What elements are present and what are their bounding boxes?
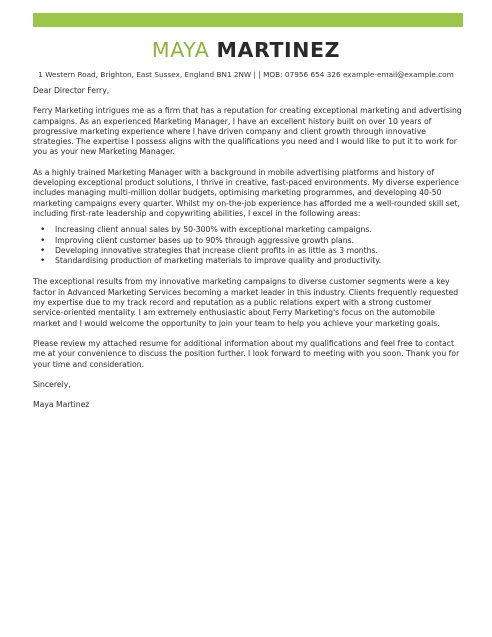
header-accent-bar [33, 13, 463, 27]
list-item: • Developing innovative strategies that increase client profits in as little as 3 months. [53, 246, 463, 256]
list-item: • Standardising production of marketing materials to improve quality and productivity. [53, 256, 463, 266]
paragraph-experience: As a highly trained Marketing Manager with a background in mobile advertising platforms and history of developing exceptional product solutions, I thrive in creative, fast-paced environments. My diverse experience includes managing multi-million dollar budgets, optimising marketing programmes, and developing 40-50 marketing campaigns every quarter. Whilst my on-the-job experience has afforded me a well-rounded skill set, including first-rate leadership and copywriting abilities, I excel in the following areas: [33, 167, 460, 218]
contact-line: 1 Western Road, Brighton, East Sussex, England BN1 2NW | | MOB: 07956 654 326 example-email@example.com [38, 70, 454, 79]
first-name: MAYA [151, 38, 210, 62]
paragraph-intro: Ferry Marketing intrigues me as a firm that has a reputation for creating exceptional marketing and advertising campaigns. As an experienced Marketing Manager, I have an excellent history built on over 10 years of progressive marketing experience where I have driven company and client growth through innovative strategies. The expertise I possess aligns with the qualifications you need and I would like to put it to work for you as your new Marketing Manager. [33, 106, 462, 157]
list-item: • Increasing client annual sales by 50-300% with exceptional marketing campaigns. [53, 225, 463, 235]
list-item: • Improving client customer bases up to 90% through aggressive growth plans. [53, 236, 463, 246]
signature: Maya Martinez [33, 400, 90, 410]
greeting: Dear Director Ferry, [33, 86, 110, 95]
applicant-name [0, 38, 492, 62]
paragraph-results: The exceptional results from my innovative marketing campaigns to diverse customer segments were a key factor in Advanced Marketing Services becoming a market leader in this industry. Clients frequently requested my expertise due to my track record and reputation as a public relations expert with a strong customer service-oriented mentality. I am extremely enthusiastic about Ferry Marketing's focus on the automobile market and I would welcome the opportunity to join your team to help you achieve your marketing goals. [33, 277, 459, 328]
paragraph-request: Please review my attached resume for additional information about my qualifications and feel free to contact me at your convenience to discuss the position further. I look forward to meeting with you soon. Thank you for your time and consideration. [33, 338, 460, 369]
skills-list [33, 225, 463, 266]
last-name: MARTINEZ [216, 38, 341, 62]
closing: Sincerely, [33, 379, 71, 389]
letter-body [33, 86, 463, 420]
